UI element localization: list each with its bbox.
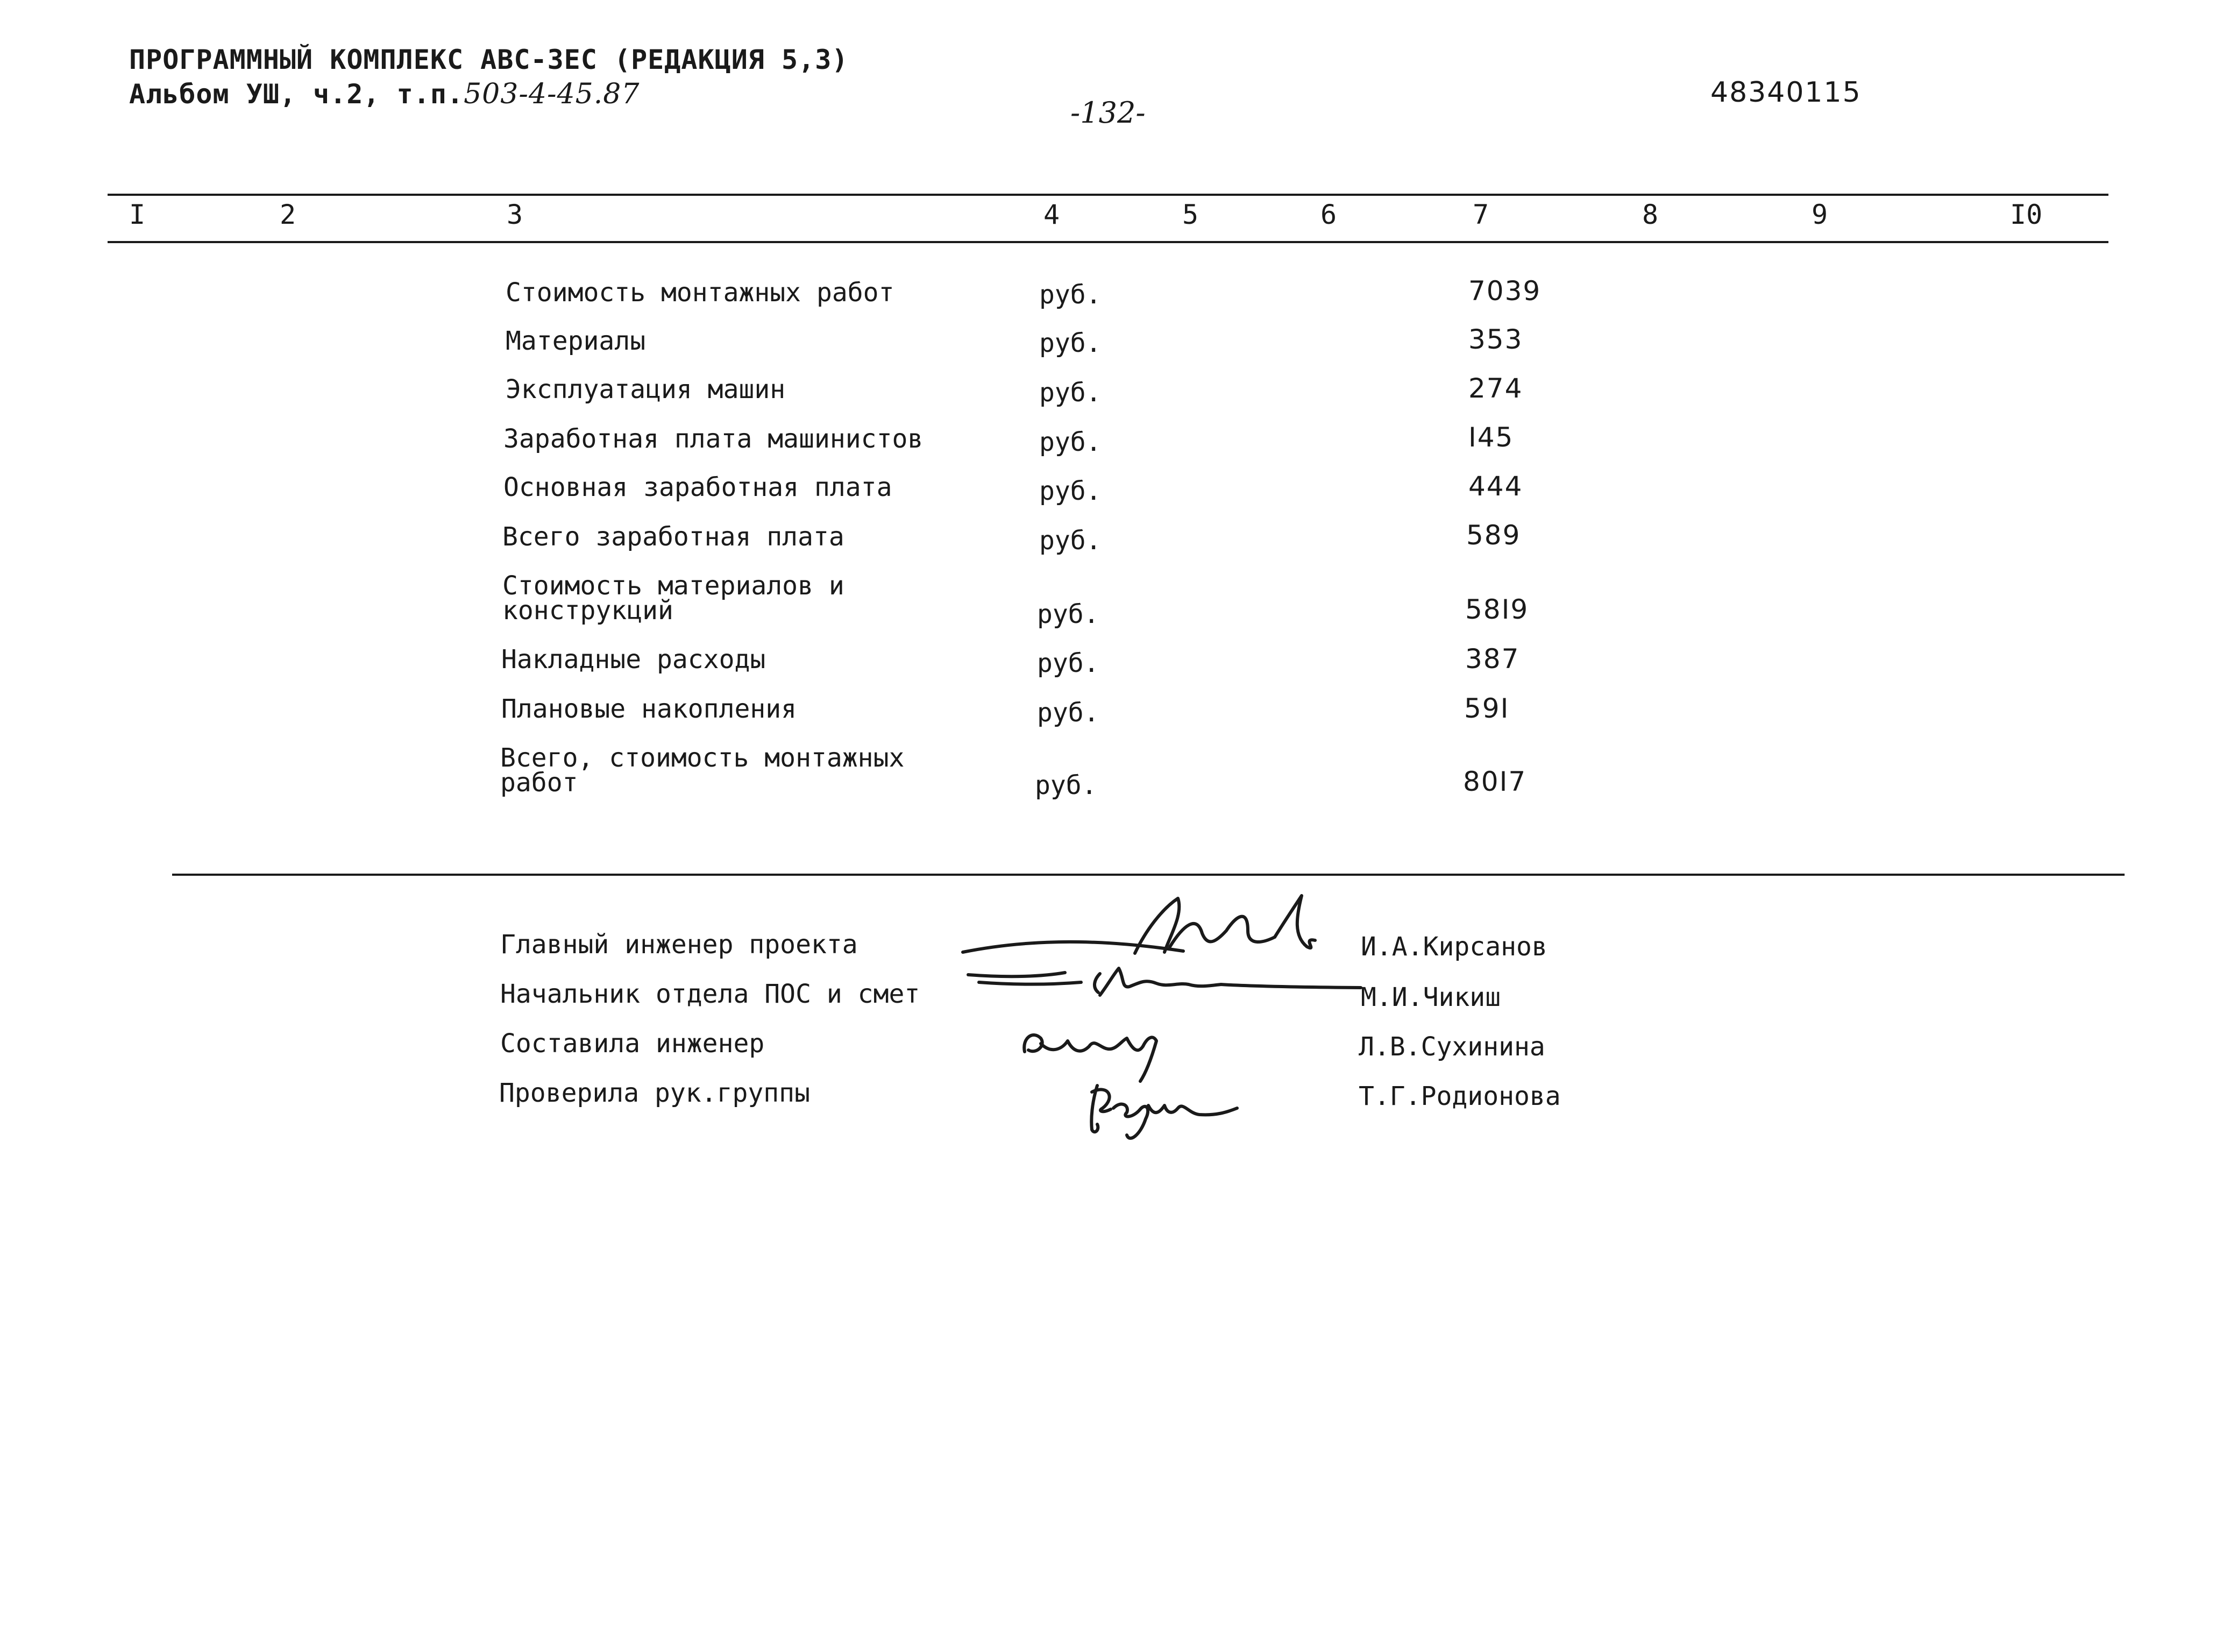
- row-label: Основная заработная плата: [503, 472, 892, 502]
- column-number-10: I0: [2010, 199, 2043, 230]
- column-number-6: 6: [1320, 199, 1337, 230]
- row-value: I45: [1468, 422, 1514, 453]
- signature-name: И.А.Кирсанов: [1361, 932, 1547, 962]
- column-number-8: 8: [1642, 199, 1659, 230]
- program-title: ПРОГРАММНЫЙ КОМПЛЕКС АВС-ЗЕС (РЕДАКЦИЯ 5,3): [129, 44, 849, 75]
- row-value: 274: [1468, 373, 1523, 404]
- column-number-4: 4: [1043, 199, 1060, 230]
- column-number-7: 7: [1473, 199, 1489, 230]
- signature-role: Составила инженер: [500, 1029, 765, 1059]
- row-unit: руб.: [1037, 648, 1099, 678]
- row-unit: руб.: [1039, 328, 1102, 358]
- row-unit: руб.: [1039, 526, 1102, 556]
- row-label: Заработная плата машинистов: [503, 424, 924, 454]
- row-label: Эксплуатация машин: [506, 374, 786, 405]
- row-unit: руб.: [1039, 476, 1102, 506]
- signature-role: Главный инженер проекта: [500, 930, 858, 960]
- row-label: Всего заработная плата: [502, 522, 844, 552]
- row-value: 387: [1465, 643, 1520, 675]
- row-value: 58I9: [1465, 594, 1529, 625]
- signature-sukhinina: [1024, 1035, 1156, 1081]
- row-unit: руб.: [1039, 280, 1102, 310]
- column-number-2: 2: [280, 199, 296, 230]
- signature-name: Т.Г.Родионова: [1359, 1081, 1561, 1111]
- row-value: 80I7: [1463, 766, 1527, 797]
- row-value: 7039: [1468, 275, 1542, 307]
- row-label: Стоимость монтажных работ: [506, 278, 894, 308]
- row-value: 589: [1466, 520, 1521, 551]
- column-number-9: 9: [1812, 199, 1828, 230]
- row-unit: руб.: [1037, 698, 1099, 728]
- signature-kirsanov: [963, 896, 1315, 953]
- document-code: 48340115: [1710, 76, 1862, 109]
- signature-rodionova: [1091, 1086, 1237, 1138]
- row-label: Плановые накопления: [501, 694, 797, 724]
- row-unit: руб.: [1039, 427, 1102, 457]
- column-number-3: 3: [507, 199, 523, 230]
- row-label: Материалы: [506, 326, 646, 356]
- signature-name: Л.В.Сухинина: [1359, 1032, 1545, 1062]
- album-handwritten-number: 503-4-45.87: [464, 78, 640, 110]
- row-unit: руб.: [1037, 599, 1099, 629]
- page-number: -132-: [1070, 96, 1146, 130]
- signature-chikish: [968, 968, 1361, 995]
- signature-role: Проверила рук.группы: [499, 1078, 810, 1108]
- column-number-5: 5: [1182, 199, 1199, 230]
- signature-name: М.И.Чикиш: [1361, 982, 1501, 1012]
- row-label: Всего, стоимость монтажных работ: [500, 743, 905, 798]
- row-label: Накладные расходы: [501, 644, 766, 675]
- row-unit: руб.: [1039, 378, 1102, 408]
- row-value: 444: [1468, 471, 1523, 502]
- signature-role: Начальник отдела ПОС и смет: [500, 979, 920, 1009]
- row-unit: руб.: [1035, 770, 1097, 800]
- column-number-1: I: [129, 199, 146, 230]
- row-label: Стоимость материалов и конструкций: [502, 571, 844, 626]
- album-line-prefix: Альбом УШ, ч.2, т.п.: [129, 79, 464, 110]
- row-value: 59I: [1464, 693, 1510, 724]
- row-value: 353: [1468, 324, 1523, 355]
